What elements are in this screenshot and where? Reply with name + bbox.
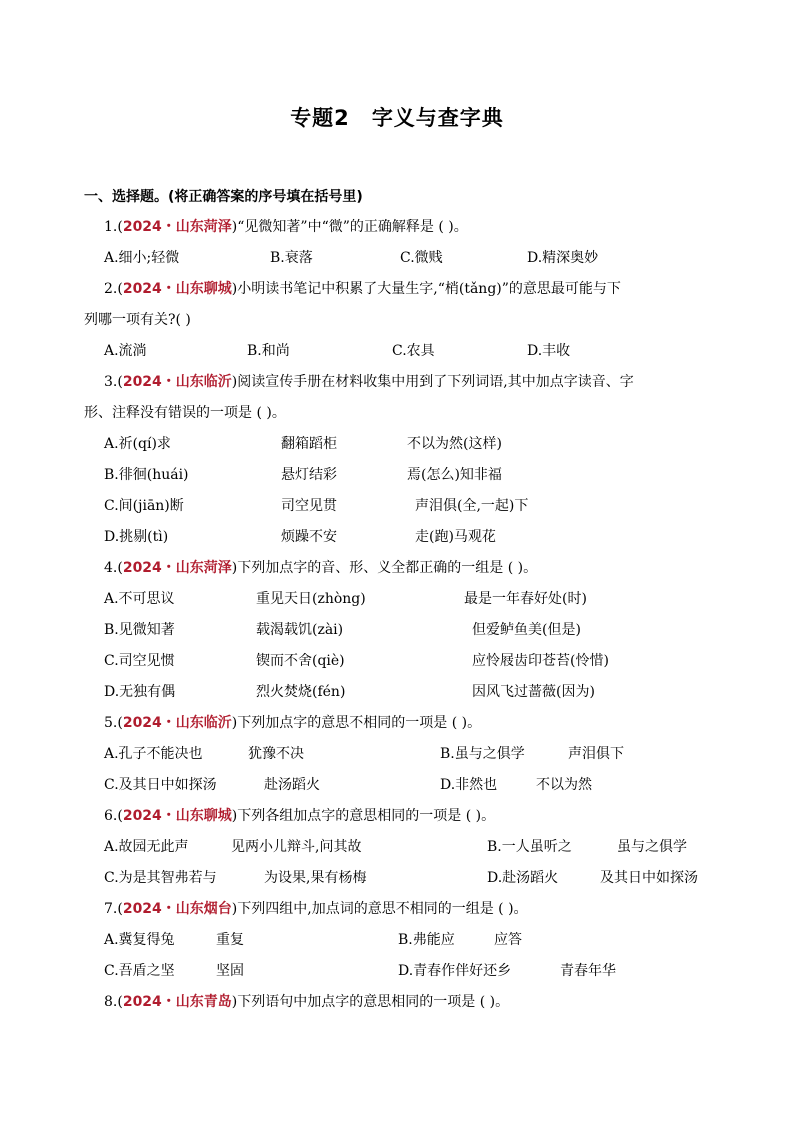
option-a-item-2: 见两小儿辩斗,问其故	[231, 839, 362, 855]
question-number: 2.	[104, 281, 118, 297]
option-c-item-1: C.间(jiān)断	[104, 498, 184, 514]
option-c: C.微贱	[400, 250, 443, 266]
question-source: 2024・山东菏泽	[122, 219, 232, 235]
option-b-item-1: B.虽与之俱学	[440, 746, 525, 762]
option-a: A.细小;轻微	[104, 250, 180, 266]
option-b-item-2: 声泪俱下	[568, 746, 624, 762]
option-b-item-2: 悬灯结彩	[281, 467, 337, 483]
section-heading: 一、选择题。(将正确答案的序号填在括号里)	[84, 189, 363, 205]
question-7	[104, 899, 528, 919]
option-d-item-2: 烈火焚烧(fén)	[256, 684, 346, 700]
question-3-continued: 形、注释没有错误的一项是 ( )。	[84, 405, 286, 421]
paren-close: )	[231, 560, 238, 576]
question-number: 3.	[104, 374, 118, 390]
option-b-item-3: 但爱鲈鱼美(但是)	[472, 622, 581, 638]
option-b-item-2: 载渴载饥(zài)	[256, 622, 344, 638]
question-6	[104, 806, 495, 826]
question-2	[104, 279, 621, 299]
option-d-item-3: 因风飞过蔷薇(因为)	[472, 684, 595, 700]
option-b-item-1: B.一人虽听之	[487, 839, 572, 855]
option-b: B.衰落	[270, 250, 313, 266]
question-source: 2024・山东青岛	[122, 994, 232, 1010]
option-c-item-1: C.吾盾之坚	[104, 963, 175, 979]
option-d-item-2: 烦躁不安	[281, 529, 337, 545]
option-a-item-2: 犹豫不决	[248, 746, 304, 762]
option-d: D.丰收	[527, 343, 571, 359]
option-c: C.农具	[392, 343, 435, 359]
title-topic-name: 字义与查字典	[371, 106, 504, 130]
option-d-item-1: D.无独有偶	[104, 684, 176, 700]
option-a-item-3: 最是一年春好处(时)	[464, 591, 587, 607]
question-text: “见微知著”中“微”的正确解释是 ( )。	[237, 219, 468, 235]
question-source: 2024・山东聊城	[122, 808, 232, 824]
paren-open: (	[117, 281, 123, 297]
paren-open: (	[117, 994, 123, 1010]
option-c-item-3: 声泪俱(全,一起)下	[415, 498, 529, 514]
question-text: 阅读宣传手册在材料收集中用到了下列词语,其中加点字读音、字	[237, 374, 634, 390]
question-text: 下列加点字的音、形、义全都正确的一组是 ( )。	[237, 560, 538, 576]
question-number: 5.	[104, 715, 118, 731]
option-d-item-1: D.非然也	[440, 777, 498, 793]
option-a-item-2: 重复	[216, 932, 244, 948]
option-c-item-2: 赴汤蹈火	[264, 777, 320, 793]
option-a: A.流淌	[104, 343, 147, 359]
option-d-item-2: 青春年华	[560, 963, 616, 979]
paren-close: )	[231, 715, 238, 731]
option-b: B.和尚	[247, 343, 290, 359]
option-d-item-1: D.赴汤蹈火	[487, 870, 559, 886]
option-d-item-2: 及其日中如探汤	[600, 870, 698, 886]
paren-close: )	[231, 281, 238, 297]
option-c-item-3: 应怜屐齿印苍苔(怜惜)	[472, 653, 609, 669]
question-number: 7.	[104, 901, 118, 917]
option-b-item-3: 焉(怎么)知非福	[407, 467, 502, 483]
question-text: 下列语句中加点字的意思相同的一项是 ( )。	[237, 994, 510, 1010]
question-5	[104, 713, 481, 733]
option-c-item-2: 司空见贯	[281, 498, 337, 514]
option-c-item-2: 坚固	[216, 963, 244, 979]
option-b-item-2: 虽与之俱学	[617, 839, 687, 855]
question-text: 下列四组中,加点词的意思不相同的一组是 ( )。	[237, 901, 528, 917]
paren-open: (	[117, 219, 123, 235]
option-a-item-3: 不以为然(这样)	[407, 436, 502, 452]
option-d-item-1: D.青春作伴好还乡	[398, 963, 512, 979]
option-c-item-2: 锲而不舍(qiè)	[256, 653, 345, 669]
paren-close: )	[231, 901, 238, 917]
option-b-item-1: B.徘徊(huái)	[104, 467, 189, 483]
question-3	[104, 372, 634, 392]
option-a-item-1: A.祈(qí)求	[104, 436, 171, 452]
paren-open: (	[117, 715, 123, 731]
question-source: 2024・山东临沂	[122, 715, 232, 731]
question-number: 4.	[104, 560, 118, 576]
page-title	[0, 102, 794, 132]
option-d: D.精深奥妙	[527, 250, 599, 266]
option-d-item-1: D.挑剔(tì)	[104, 529, 169, 545]
paren-close: )	[231, 808, 238, 824]
question-text: 小明读书笔记中积累了大量生字,“梢(tǎng)”的意思最可能与下	[237, 281, 621, 297]
option-c-item-2: 为设果,果有杨梅	[264, 870, 367, 886]
option-b-item-1: B.见微知著	[104, 622, 175, 638]
option-d-item-3: 走(跑)马观花	[415, 529, 496, 545]
option-c-item-1: C.及其日中如探汤	[104, 777, 217, 793]
question-source: 2024・山东菏泽	[122, 560, 232, 576]
option-a-item-1: A.孔子不能决也	[104, 746, 203, 762]
paren-close: )	[231, 219, 238, 235]
option-b-item-2: 应答	[494, 932, 522, 948]
option-a-item-2: 翻箱蹈柜	[281, 436, 337, 452]
paren-open: (	[117, 374, 123, 390]
option-a-item-1: A.不可思议	[104, 591, 175, 607]
paren-close: )	[231, 374, 238, 390]
paren-close: )	[231, 994, 238, 1010]
question-number: 6.	[104, 808, 118, 824]
question-8	[104, 992, 509, 1012]
question-source: 2024・山东烟台	[122, 901, 232, 917]
question-2-continued: 列哪一项有关?( )	[84, 312, 191, 328]
option-a-item-1: A.故园无此声	[104, 839, 189, 855]
question-number: 8.	[104, 994, 118, 1010]
question-text: 下列各组加点字的意思相同的一项是 ( )。	[237, 808, 496, 824]
title-topic-number: 专题2	[290, 106, 350, 130]
question-text: 下列加点字的意思不相同的一项是 ( )。	[237, 715, 482, 731]
paren-open: (	[117, 808, 123, 824]
option-c-item-1: C.司空见惯	[104, 653, 175, 669]
option-c-item-1: C.为是其智弗若与	[104, 870, 217, 886]
question-4	[104, 558, 537, 578]
question-number: 1.	[104, 219, 118, 235]
option-b-item-1: B.弗能应	[398, 932, 455, 948]
question-source: 2024・山东聊城	[122, 281, 232, 297]
option-a-item-1: A.冀复得兔	[104, 932, 175, 948]
option-a-item-2: 重见天日(zhòng)	[256, 591, 366, 607]
option-d-item-2: 不以为然	[536, 777, 592, 793]
paren-open: (	[117, 560, 123, 576]
paren-open: (	[117, 901, 123, 917]
question-source: 2024・山东临沂	[122, 374, 232, 390]
question-1	[104, 217, 468, 237]
